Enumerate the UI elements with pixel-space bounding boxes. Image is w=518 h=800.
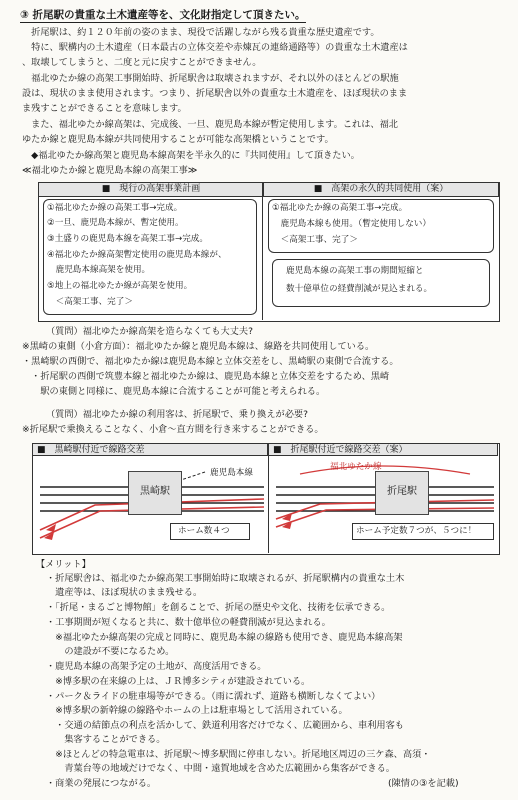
merit-line: ・折尾駅舎は、福北ゆたか線高架工事開始時に取壊されるが、折尾駅構内の貴重な土木 xyxy=(46,573,405,584)
answer-line: ・折尾駅の西側で筑豊本線と福北ゆたか線は、鹿児島本線と立体交差をするため、黒崎 xyxy=(22,371,390,382)
intro-line: ゆたか線と鹿児島本線が共同使用することが可能な高架橋ということです。 xyxy=(22,134,334,145)
kurosaki-station-label: 黒崎駅 xyxy=(140,486,170,497)
answer-line: ※折尾駅で乗換えることなく、小倉～直方間を行き来することができる。 xyxy=(22,424,324,435)
section-title: ③ 折尾駅の貴重な土木遺産等を、文化財指定して頂きたい。 xyxy=(20,9,306,21)
proposal-header: ■ 高架の永久的共同使用（案） xyxy=(263,182,499,197)
question-line: （質問）福北ゆたか線の利用客は、折尾駅で、乗り換えが必要? xyxy=(46,409,308,420)
plan-step: ③土盛りの鹿児島本線を高架工事→完成。 xyxy=(47,234,208,244)
intro-line: 特に、駅構内の土木遺産（日本最古の立体交差や赤煉瓦の連絡通路等）の貴重な土木遺産は xyxy=(22,42,408,53)
orio-platform-count: ホーム予定数７つが、５つに！ xyxy=(356,526,477,536)
proposal-benefit: 鹿児島本線の高架工事の期間短縮と xyxy=(286,266,424,276)
intro-line: 設は、現状のまま使用されます。つまり、折尾駅舎以外の貴重な土木遺産を、ほぼ現状のまま xyxy=(22,88,408,99)
merit-line: ・「折尾・まるごと博物館」を創ることで、折尾の歴史や文化、技術を伝承できる。 xyxy=(46,602,391,613)
merit-line: の建設が不要になるため。 xyxy=(46,646,175,657)
plan-step: ①福北ゆたか線の高架工事→完成。 xyxy=(47,203,183,213)
kagoshima-line-label: 鹿児島本線 xyxy=(210,468,253,478)
plan-step: ⑤地上の福北ゆたか線が高架を使用。 xyxy=(47,281,193,291)
question-line: （質問）福北ゆたか線高架を造らなくても大丈夫? xyxy=(46,326,254,337)
merit-line: ・工事期間が短くなると共に、数十億単位の軽費削減が見込まれる。 xyxy=(46,617,331,628)
orio-diagram-header: ■ 折尾駅付近で線路交差（案） xyxy=(268,443,498,456)
table-caption: ≪福北ゆたか線と鹿児島本線の高架工事≫ xyxy=(22,165,198,176)
fukuhoku-line-label: 福北ゆたか線 xyxy=(330,462,382,472)
merit-line: ・パーク＆ライドの駐車場等ができる。（雨に濡れず、道路も横断しなくてよい） xyxy=(46,691,381,702)
answer-line: ※黒崎の東側（小倉方面）：福北ゆたか線と鹿児島本線は、線路を共同使用している。 xyxy=(22,341,375,352)
intro-line: また、福北ゆたか線高架は、完成後、一旦、鹿児島本線が暫定使用します。これは、福北 xyxy=(22,119,398,130)
plan-step: ＜高架工事、完了＞ xyxy=(47,297,133,307)
merit-line: 遺産等は、ほぼ現状のまま残せる。 xyxy=(46,587,203,598)
merit-line: 青葉台等の地域だけでなく、中間・遠賀地域を含めた広範囲から集客ができる。 xyxy=(46,763,395,774)
merit-line: ※博多駅の在来線の上は、ＪＲ博多シティが建設されている。 xyxy=(46,676,311,687)
merit-title: 【メリット】 xyxy=(36,559,91,570)
merit-line: ・交通の結節点の利点を活かして、鉄道利用客だけでなく、広範囲から、車利用客も xyxy=(46,720,404,731)
proposal-step: ＜高架工事、完了＞ xyxy=(272,235,358,245)
intro-line: 福北ゆたか線の高架工事開始時、折尾駅舎は取壊されますが、それ以外のほとんどの駅施 xyxy=(22,73,399,84)
plan-step: 鹿児島本線高架を使用。 xyxy=(47,265,151,275)
proposal-step: 鹿児島本線も使用。（暫定使用しない） xyxy=(272,219,431,229)
answer-line: ・黒崎駅の西側で、福北ゆたか線は鹿児島本線と立体交差をし、黒崎駅の東側で合流する。 xyxy=(22,356,399,367)
plan-step: ④福北ゆたか線高架暫定使用の鹿児島本線が、 xyxy=(47,250,227,260)
kurosaki-diagram-header: ■ 黒崎駅付近で線路交差 xyxy=(32,443,268,456)
merit-line: ※博多駅の新幹線の線路やホームの上は駐車場として活用されている。 xyxy=(46,705,348,716)
merit-line: ・商業の発展につながる。 xyxy=(46,778,157,789)
kurosaki-platform-count: ホーム数４つ xyxy=(178,526,230,536)
merit-line: 集客することができる。 xyxy=(46,734,166,745)
request-line: ◆福北ゆたか線高架と鹿児島本線高架を半永久的に『共同使用』して頂きたい。 xyxy=(22,150,360,161)
merit-line: ※ほとんどの特急電車は、折尾駅～博多駅間に停車しない。折尾地区周辺の三ケ森、高須・ xyxy=(46,749,431,760)
answer-line: 駅の東側と同様に、鹿児島本線に合流することが可能と考えられる。 xyxy=(22,386,326,397)
orio-station-label: 折尾駅 xyxy=(387,486,417,497)
merit-line: ※福北ゆたか線高架の完成と同時に、鹿児島本線の線路も使用でき、鹿児島本線高架 xyxy=(46,632,403,643)
plan-step: ②一旦、鹿児島本線が、暫定使用。 xyxy=(47,218,184,228)
current-plan-header: ■ 現行の高架事業計画 xyxy=(38,182,264,197)
footer-note: (陳情の③を記載) xyxy=(388,778,459,789)
proposal-step: ①福北ゆたか線の高架工事→完成。 xyxy=(272,203,408,213)
intro-line: 、取壊してしまうと、二度と元に戻すことができません。 xyxy=(22,57,262,68)
merit-line: ・鹿児島本線の高架予定の土地が、高度活用できる。 xyxy=(46,661,267,672)
proposal-benefit: 数十億単位の経費削減が見込まれる。 xyxy=(286,284,433,294)
intro-line: ま残すことができることを意味します。 xyxy=(22,103,187,114)
intro-line: 折尾駅は、約１２０年前の姿のまま、現役で活躍しながら残る貴重な歴史遺産です。 xyxy=(22,27,380,38)
